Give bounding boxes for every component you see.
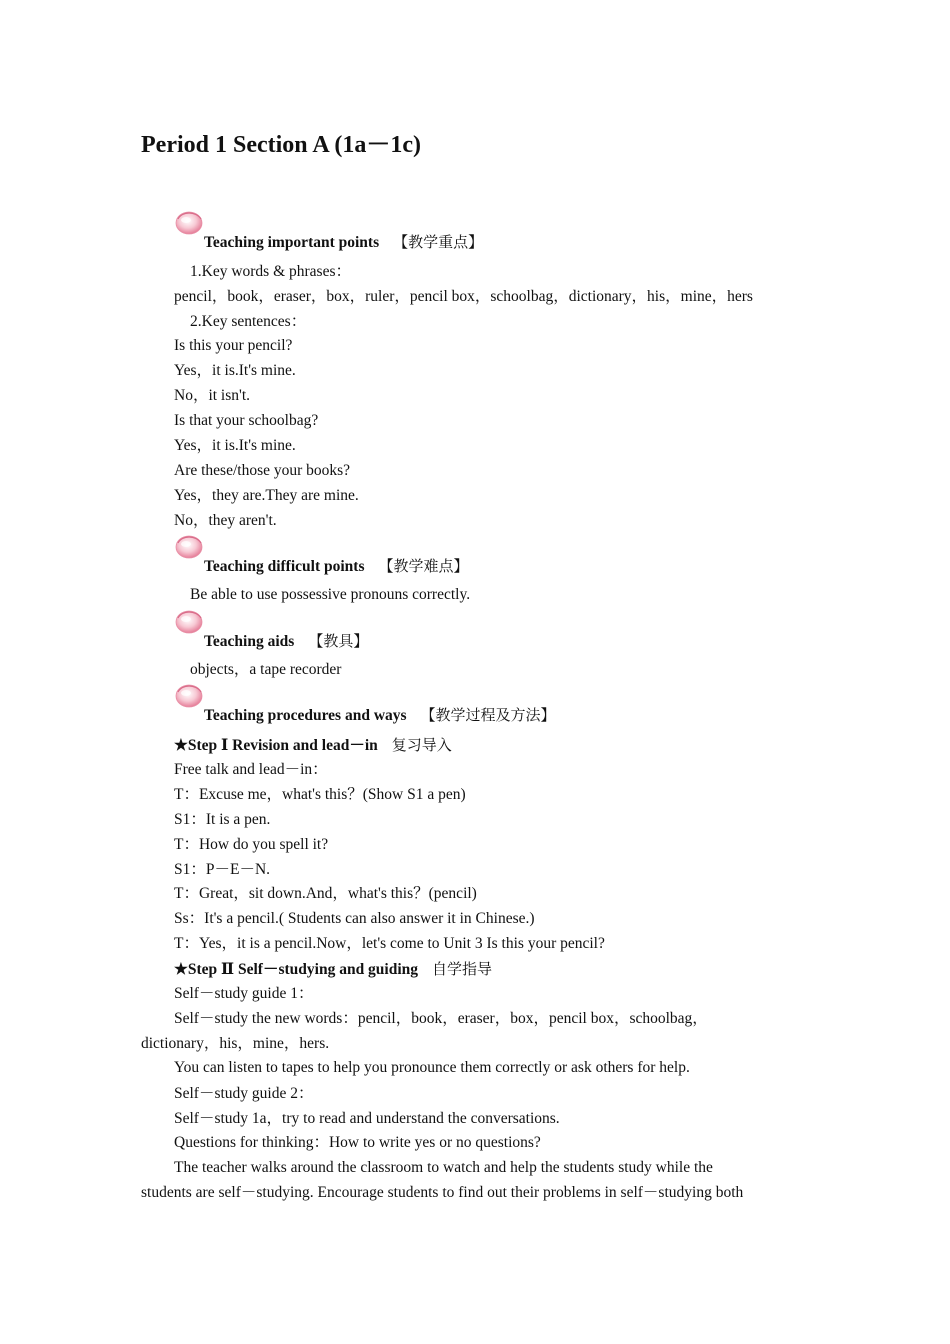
step-2-line: Self－study 1a，try to read and understand the conversations.: [174, 1110, 560, 1127]
step-2-line: Questions for thinking：How to write yes or no questions?: [174, 1134, 541, 1151]
step-2-line: dictionary，his，mine，hers.: [141, 1035, 330, 1052]
sentence-5: Yes，it is.It's mine.: [174, 437, 296, 454]
section-heading-aids: Teaching aids 【教具】: [204, 632, 369, 650]
step-1-line: T：Excuse me，what's this？(Show S1 a pen): [174, 786, 466, 803]
step-1-line: T：Great，sit down.And，what's this？(pencil): [174, 885, 477, 902]
step-1-line: S1：It is a pen.: [174, 811, 271, 828]
peach-flower-icon: [174, 207, 204, 235]
step-2-line: You can listen to tapes to help you pronounce them correctly or ask others for help.: [174, 1059, 690, 1076]
step-2-line: students are self－studying. Encourage students to find out their problems in self－studying both: [141, 1184, 744, 1201]
step-1-line: Free talk and lead－in：: [174, 761, 328, 778]
step-2-line: The teacher walks around the classroom to watch and help the students study while the: [174, 1159, 713, 1176]
step-2-line: Self－study the new words：pencil，book，eraser，box，pencil box，schoolbag，: [174, 1010, 708, 1027]
sentence-8: No，they aren't.: [174, 512, 277, 529]
step-2-line: Self－study guide 1：: [174, 985, 314, 1002]
step-1-line: T：How do you spell it?: [174, 836, 329, 853]
sentence-2: Yes，it is.It's mine.: [174, 362, 296, 379]
sentence-4: Is that your schoolbag?: [174, 412, 319, 429]
key-words-label: 1.Key words & phrases：: [190, 263, 352, 280]
step-2-line: Self－study guide 2：: [174, 1085, 314, 1102]
sentence-1: Is this your pencil?: [174, 337, 293, 354]
step-1-line: Ss：It's a pencil.( Students can also answer it in Chinese.): [174, 910, 535, 927]
aids-text: objects，a tape recorder: [190, 661, 342, 678]
sentence-3: No，it isn't.: [174, 387, 250, 404]
section-heading-difficult: Teaching difficult points 【教学难点】: [204, 557, 469, 575]
page-title: Period 1 Section A (1a－1c): [141, 132, 421, 158]
step-1-heading: ★Step Ⅰ Revision and lead－in 复习导入: [174, 736, 452, 754]
peach-flower-icon: [174, 680, 204, 708]
key-words-list: pencil，book，eraser，box，ruler，pencil box，schoolbag，dictionary，his，mine，hers: [174, 288, 753, 305]
step-2-heading: ★Step Ⅱ Self－studying and guiding 自学指导: [174, 960, 493, 978]
sentence-7: Yes，they are.They are mine.: [174, 487, 359, 504]
sentence-6: Are these/those your books?: [174, 462, 351, 479]
peach-flower-icon: [174, 531, 204, 559]
key-sentences-label: 2.Key sentences：: [190, 313, 307, 330]
section-heading-procedures: Teaching procedures and ways 【教学过程及方法】: [204, 706, 556, 724]
section-heading-important: Teaching important points 【教学重点】: [204, 233, 484, 251]
step-1-line: S1：P－E－N.: [174, 861, 271, 878]
step-1-line: T：Yes，it is a pencil.Now，let's come to Unit 3 Is this your pencil?: [174, 935, 605, 952]
difficult-text: Be able to use possessive pronouns correctly.: [190, 586, 471, 603]
peach-flower-icon: [174, 606, 204, 634]
